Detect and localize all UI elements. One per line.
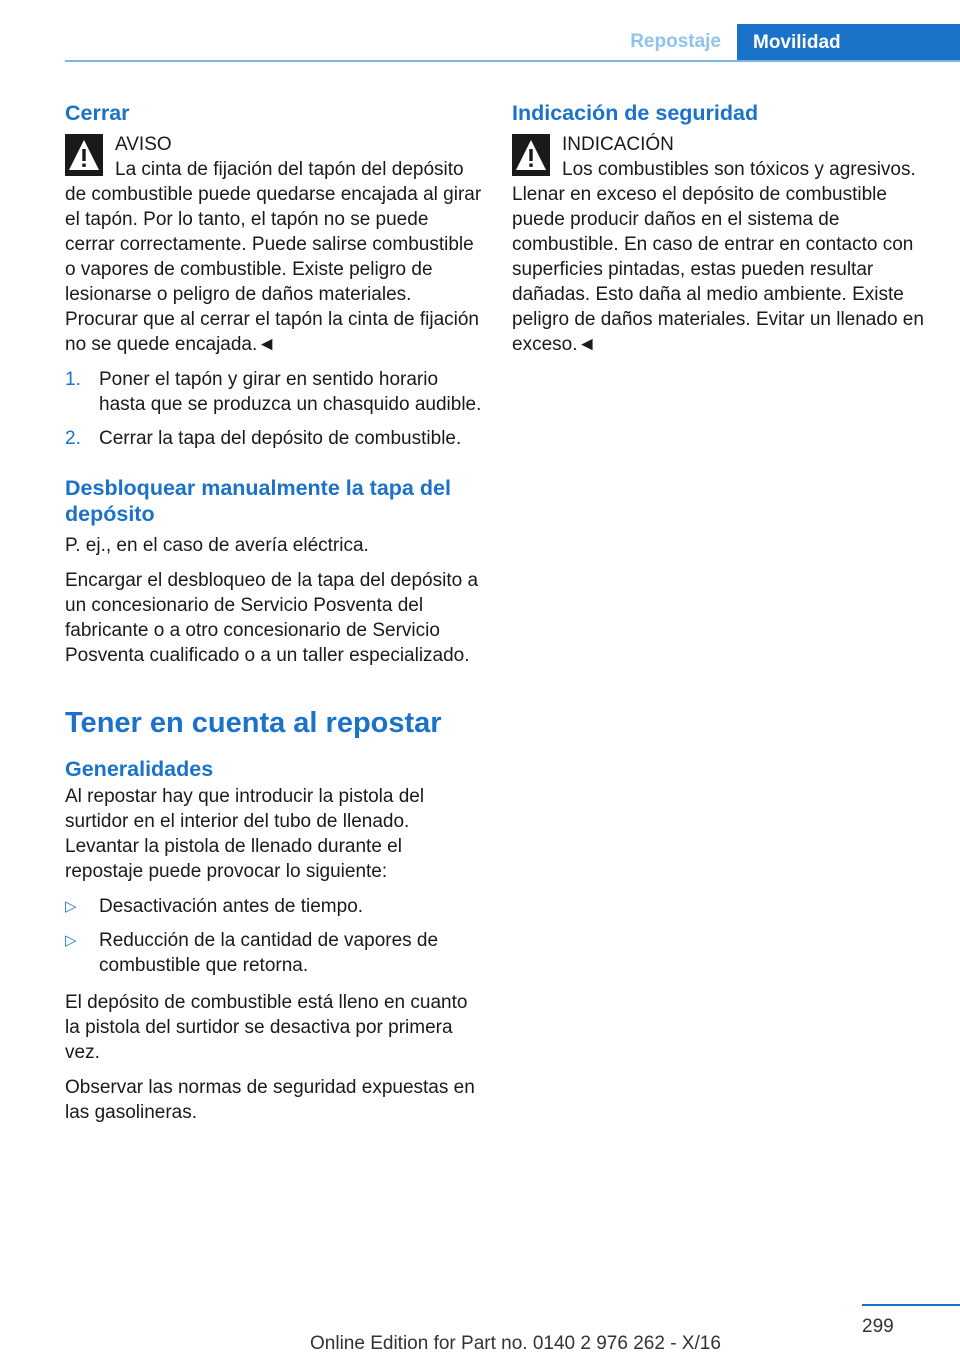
page-number: 299 (862, 1316, 894, 1337)
right-column (512, 100, 930, 367)
step-text: Cerrar la tapa del depósito de combustible. (99, 428, 462, 449)
bullet-text: Reducción de la cantidad de vapores de combustible que retorna. (99, 930, 439, 976)
warning-triangle-icon (512, 134, 550, 176)
section-title: Tener en cuenta al repostar (65, 707, 442, 739)
desbloquear-p2: Encargar el desbloqueo de la tapa del depósito a un concesionario de Servicio Posventa del fabricante o a otro concesionario de Servicio Posventa cualificado o a un taller especializado. (65, 570, 479, 666)
header-rule (65, 60, 960, 62)
seguridad-heading: Indicación de seguridad (512, 101, 759, 125)
warning-triangle-icon (65, 134, 103, 176)
list-item (65, 426, 483, 451)
generalidades-p2: El depósito de combustible está lleno en cuanto la pistola del surtidor se desactiva por primera vez. (65, 992, 468, 1063)
generalidades-p3: Observar las normas de seguridad expuestas en las gasolineras. (65, 1077, 475, 1123)
bullet-text: Desactivación antes de tiempo. (99, 896, 364, 917)
step-number: 2. (65, 428, 81, 449)
triangle-bullet-icon: ▷ (65, 932, 77, 949)
warning-box (65, 132, 483, 357)
page-header (0, 0, 960, 62)
notice-label: INDICACIÓN (562, 134, 674, 155)
steps-list (65, 367, 483, 451)
generalidades-heading: Generalidades (65, 757, 214, 781)
list-item (65, 894, 483, 919)
notice-text: Los combustibles son tóxicos y agresivos. Llenar en exceso el depósito de combustible puede producir daños en el sistema de combustible. En caso de entrar en contacto con superficies pintadas, estas pueden resultar dañadas. Esto daña al medio ambiente. Existe peligro de daños materiales. Evitar un llenado en exceso.◄ (512, 159, 924, 355)
generalidades-p1: Al repostar hay que introducir la pistola del surtidor en el interior del tubo de llenado. Levantar la pistola de llenado durante el repostaje puede provocar lo siguiente: (65, 786, 425, 882)
tab-repostaje[interactable]: Repostaje (630, 31, 721, 52)
triangle-bullet-icon: ▷ (65, 898, 77, 915)
step-number: 1. (65, 369, 81, 390)
footer-rule (862, 1304, 960, 1306)
cerrar-heading: Cerrar (65, 101, 130, 125)
desbloquear-heading: Desbloquear manualmente la tapa del depósito (65, 476, 451, 526)
left-column (65, 100, 483, 1135)
tab-movilidad[interactable]: Movilidad (737, 24, 960, 61)
notice-box (512, 132, 930, 357)
edition-text: Online Edition for Part no. 0140 2 976 262 - X/16 (310, 1333, 721, 1354)
list-item (65, 928, 483, 978)
warning-text: La cinta de fijación del tapón del depósito de combustible puede quedarse encajada al girar el tapón. Por lo tanto, el tapón no se puede cerrar correctamente. Puede salirse combustible o vapores de combustible. Existe peligro de lesionarse o peligro de daños materiales. Procurar que al cerrar el tapón la cinta de fijación no se quede encajada.◄ (65, 159, 482, 355)
step-text: Poner el tapón y girar en sentido horario hasta que se produzca un chasquido audible. (99, 369, 482, 415)
desbloquear-p1: P. ej., en el caso de avería eléctrica. (65, 535, 369, 556)
bullet-list (65, 894, 483, 978)
warning-label: AVISO (115, 134, 172, 155)
list-item (65, 367, 483, 417)
